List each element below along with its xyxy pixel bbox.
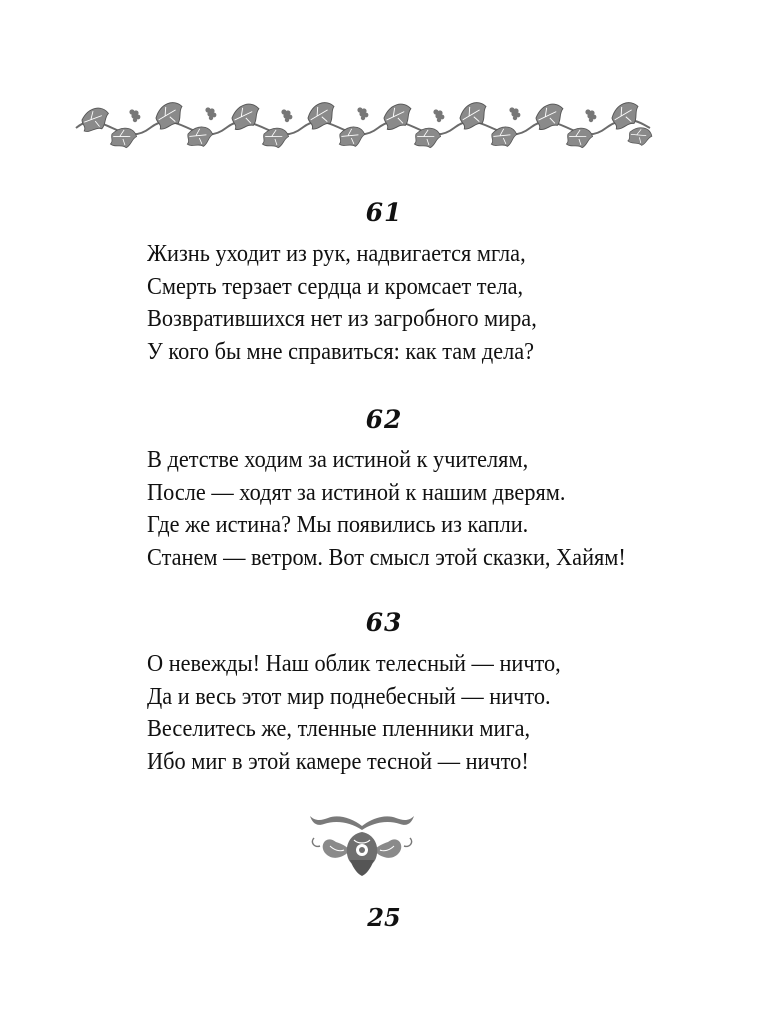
poem-line: У кого бы мне справиться: как там дела? bbox=[147, 338, 535, 365]
poem-line: После — ходят за истиной к нашим дверям. bbox=[147, 479, 566, 506]
poem-line: Да и весь этот мир поднебесный — ничто. bbox=[147, 683, 551, 710]
poem-line: В детстве ходим за истиной к учителям, bbox=[147, 447, 529, 473]
poem-line: Возвратившихся нет из загробного мира, bbox=[147, 306, 537, 332]
page-number: 25 bbox=[367, 903, 401, 932]
floral-vignette-icon bbox=[306, 812, 418, 878]
poem-line: Ибо миг в этой камере тесной — ничто! bbox=[147, 748, 529, 775]
poem-line: Смерть терзает сердца и кромсает тела, bbox=[147, 273, 524, 300]
poem-stanza bbox=[147, 238, 707, 368]
poem-line: Веселитесь же, тленные пленники мига, bbox=[147, 716, 531, 742]
poem-line: Где же истина? Мы появились из капли. bbox=[147, 512, 529, 538]
vine-border-icon bbox=[72, 98, 654, 156]
poem-stanza bbox=[147, 648, 707, 778]
poem-line: Станем — ветром. Вот смысл этой сказки, Хайям! bbox=[147, 544, 626, 571]
poem-number: 63 bbox=[365, 608, 403, 637]
poem-number: 62 bbox=[365, 405, 403, 434]
poem-line: О невежды! Наш облик телесный — ничто, bbox=[147, 651, 561, 677]
poem-number: 61 bbox=[365, 198, 403, 227]
poem-stanza bbox=[147, 444, 707, 574]
poem-line: Жизнь уходит из рук, надвигается мгла, bbox=[147, 241, 526, 267]
